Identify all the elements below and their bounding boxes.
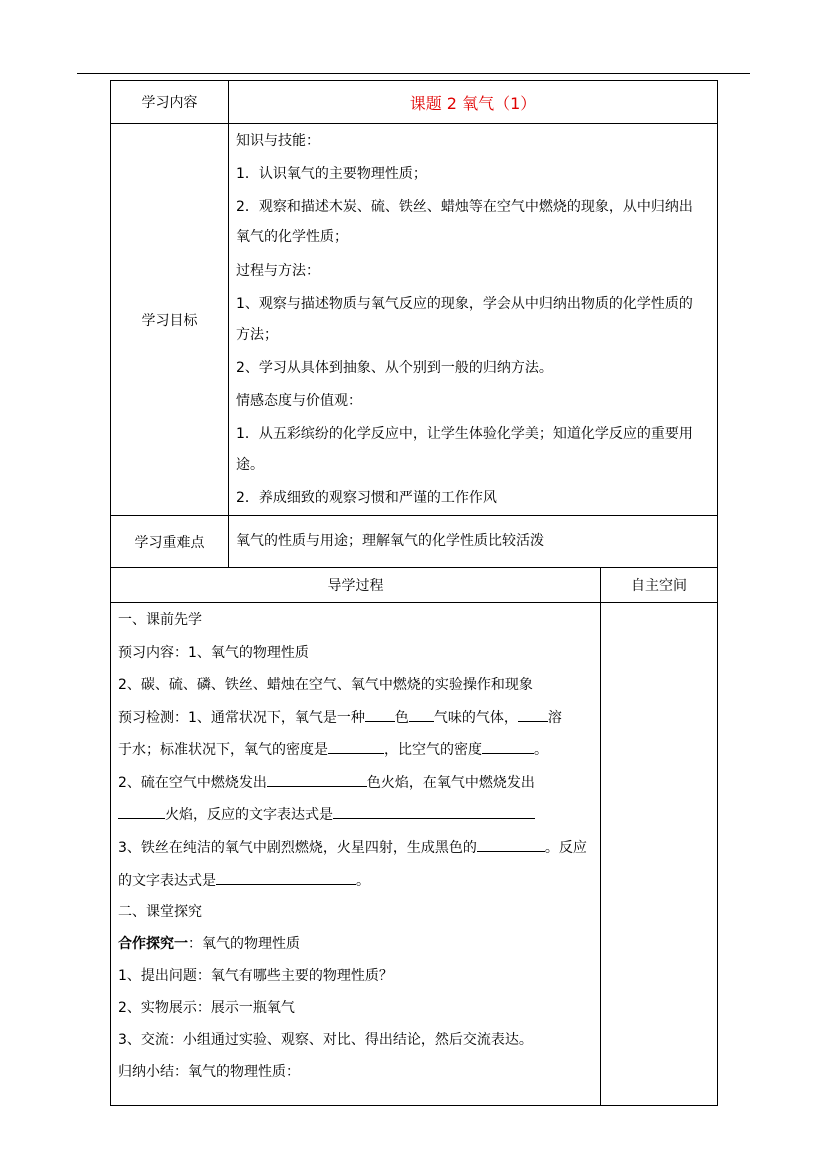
label-key-points	[110, 515, 229, 568]
label-study-content	[110, 80, 229, 124]
key-points-cell	[228, 515, 718, 568]
objective-line: 途。	[236, 457, 264, 473]
iron-question-line-1: 3、铁丝在纯洁的氧气中剧烈燃烧，火星四射，生成黑色的 。反应	[118, 840, 587, 856]
inquiry-step-1: 1、提出问题：氧气有哪些主要的物理性质？	[118, 968, 393, 984]
preview-experiments: 2、碳、硫、磷、铁丝、蜡烛在空气、氧气中燃烧的实验操作和现象	[118, 677, 533, 693]
sulfur-question-line-2: 火焰，反应的文字表达式是	[118, 805, 535, 823]
cooperative-inquiry-1: 合作探究一：氧气的物理性质	[118, 936, 300, 952]
self-space-label: 自主空间	[631, 578, 687, 594]
objective-line: 情感态度与价值观：	[236, 393, 362, 409]
objective-line: 过程与方法：	[236, 263, 320, 279]
key-points-label: 学习重难点	[134, 534, 205, 551]
preview-check-line-2: 于水；标准状况下，氧气的密度是 ，比空气的密度 。	[118, 742, 548, 758]
lesson-title: 课题 2 氧气（1）	[409, 93, 537, 113]
section-classroom: 二、课堂探究	[118, 904, 202, 920]
guide-process-body	[110, 602, 601, 1106]
key-points-text: 氧气的性质与用途；理解氧气的化学性质比较活泼	[236, 533, 544, 549]
objective-line: 2．养成细致的观察习惯和严谨的工作作风	[236, 490, 497, 506]
preview-check-line-1: 预习检测：1、通常状况下，氧气是一种 色 气味的气体， 溶	[118, 710, 562, 726]
summary-physical-properties: 归纳小结：氧气的物理性质：	[118, 1064, 300, 1080]
objectives-cell	[228, 123, 718, 516]
objective-line: 2．观察和描述木炭、硫、铁丝、蜡烛等在空气中燃烧的现象，从中归纳出	[236, 199, 693, 215]
self-space-body	[600, 602, 718, 1106]
objective-line: 1．从五彩缤纷的化学反应中，让学生体验化学美；知道化学反应的重要用	[236, 426, 693, 442]
objective-line: 氧气的化学性质；	[236, 229, 348, 245]
objective-line: 方法；	[236, 327, 278, 343]
section-pre-study: 一、课前先学	[118, 612, 202, 628]
guide-process-header	[110, 567, 601, 603]
objective-line: 1．认识氧气的主要物理性质；	[236, 166, 427, 182]
iron-question-line-2: 的文字表达式是 。	[118, 873, 370, 889]
inquiry-step-3: 3、交流：小组通过实验、观察、对比、得出结论，然后交流表达。	[118, 1032, 533, 1048]
preview-content: 预习内容：1、氧气的物理性质	[118, 645, 309, 661]
lesson-title-cell	[228, 80, 718, 124]
label-objectives	[110, 123, 229, 516]
objectives-label: 学习目标	[141, 312, 198, 329]
header-rule	[77, 73, 750, 74]
objective-line: 2、学习从具体到抽象、从个别到一般的归纳方法。	[236, 360, 553, 376]
guide-process-label: 导学过程	[327, 578, 384, 594]
self-space-header	[600, 567, 718, 603]
inquiry-step-2: 2、实物展示：展示一瓶氧气	[118, 1000, 295, 1016]
objective-line: 知识与技能：	[236, 133, 320, 149]
study-content-label: 学习内容	[141, 95, 198, 111]
sulfur-question-line-1: 2、硫在空气中燃烧发出 色火焰，在氧气中燃烧发出	[118, 775, 535, 791]
objective-line: 1、观察与描述物质与氧气反应的现象，学会从中归纳出物质的化学性质的	[236, 296, 693, 312]
